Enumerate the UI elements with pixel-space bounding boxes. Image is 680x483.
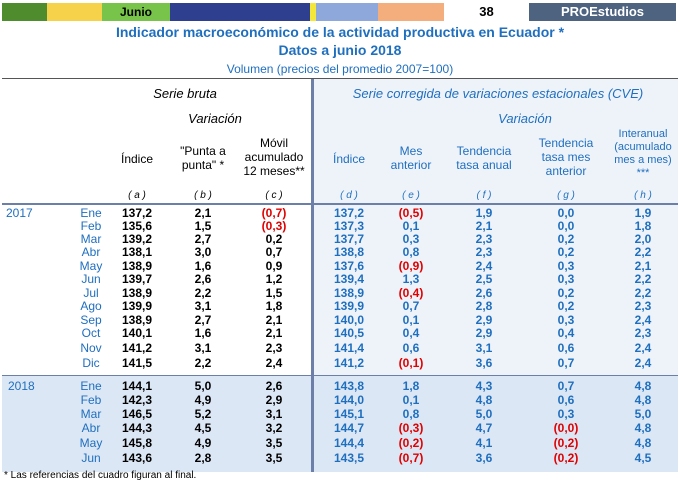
table-cell: 2,3 xyxy=(475,232,493,246)
table-cell: 0,1 xyxy=(402,393,420,407)
month-label: Mar xyxy=(80,407,102,421)
table-cell: 0,2 xyxy=(265,232,283,246)
month-label: Ene xyxy=(80,379,102,393)
table-cell: 4,8 xyxy=(634,379,652,393)
header-stripe-navy xyxy=(170,3,310,21)
table-cell: 0,3 xyxy=(557,259,575,273)
table-cell: 0,3 xyxy=(402,232,420,246)
table-cell: 144,3 xyxy=(121,421,153,435)
table-cell: (0,1) xyxy=(398,356,424,370)
table-cell: (0,4) xyxy=(398,286,424,300)
title-line-3: Volumen (precios del promedio 2007=100) xyxy=(226,62,454,76)
table-cell: 1,6 xyxy=(194,259,212,273)
col-letter-e: ( e ) xyxy=(402,190,420,201)
table-cell: 2,9 xyxy=(265,393,283,407)
col-label-g: Tendencia tasa mes anterior xyxy=(538,136,594,178)
table-cell: (0,7) xyxy=(261,206,287,220)
table-cell: 4,8 xyxy=(634,436,652,450)
header-stripe-yellow xyxy=(47,3,102,21)
table-cell: 139,9 xyxy=(121,299,153,313)
table-cell: 0,4 xyxy=(557,326,575,340)
month-label: Dic xyxy=(82,356,100,370)
table-cell: 0,9 xyxy=(265,259,283,273)
table-cell: 2,7 xyxy=(194,232,212,246)
table-cell: 4,8 xyxy=(634,393,652,407)
table-cell: 1,6 xyxy=(194,326,212,340)
table-cell: 2,2 xyxy=(194,356,212,370)
month-label: Mar xyxy=(80,232,102,246)
table-cell: 2,1 xyxy=(194,206,212,220)
table-cell: 2,3 xyxy=(265,341,283,355)
table-cell: 0,3 xyxy=(557,407,575,421)
month-label: Sep xyxy=(80,313,102,327)
table-cell: 2,4 xyxy=(265,356,283,370)
month-label: Jun xyxy=(81,272,101,286)
header-bottom-rule xyxy=(2,203,678,205)
table-cell: (0,2) xyxy=(553,451,579,465)
table-cell: 1,8 xyxy=(265,299,283,313)
table-cell: 2,6 xyxy=(475,286,493,300)
table-cell: 0,6 xyxy=(402,341,420,355)
table-cell: 143,6 xyxy=(121,451,153,465)
table-cell: 2,3 xyxy=(475,245,493,259)
table-cell: 5,0 xyxy=(475,407,493,421)
table-cell: 137,2 xyxy=(333,206,365,220)
table-cell: 0,6 xyxy=(557,341,575,355)
table-cell: 4,7 xyxy=(475,421,493,435)
table-cell: 140,5 xyxy=(333,326,365,340)
month-label: May xyxy=(79,259,103,273)
table-cell: 0,2 xyxy=(557,286,575,300)
table-cell: 2,4 xyxy=(634,313,652,327)
table-cell: 139,4 xyxy=(333,272,365,286)
table-cell: 1,8 xyxy=(634,219,652,233)
title-line-1: Indicador macroeconómico de la actividad productiva en Ecuador * xyxy=(115,24,565,40)
table-cell: 0,7 xyxy=(265,245,283,259)
table-cell: 2,1 xyxy=(265,326,283,340)
col-letter-h: ( h ) xyxy=(634,190,652,201)
table-cell: 3,5 xyxy=(265,436,283,450)
month-label: Jul xyxy=(83,286,99,300)
table-cell: 4,1 xyxy=(475,436,493,450)
month-label: Jun xyxy=(81,451,101,465)
col-letter-g: ( g ) xyxy=(557,190,575,201)
table-cell: 0,8 xyxy=(402,407,420,421)
table-cell: 143,5 xyxy=(333,451,365,465)
table-cell: 140,1 xyxy=(121,326,153,340)
table-cell: 0,2 xyxy=(557,232,575,246)
table-cell: 1,8 xyxy=(402,379,420,393)
table-cell: 141,5 xyxy=(121,356,153,370)
table-cell: (0,9) xyxy=(398,259,424,273)
month-label: Ago xyxy=(80,299,102,313)
table-cell: 3,2 xyxy=(265,421,283,435)
table-cell: 141,4 xyxy=(333,341,365,355)
col-letter-d: ( d ) xyxy=(340,190,358,201)
table-cell: 2,8 xyxy=(194,451,212,465)
header-stripe-lavender xyxy=(316,3,378,21)
table-cell: 2,0 xyxy=(634,232,652,246)
table-cell: 0,7 xyxy=(557,356,575,370)
table-cell: 3,6 xyxy=(475,451,493,465)
table-cell: 4,8 xyxy=(475,393,493,407)
table-cell: 2,6 xyxy=(265,379,283,393)
table-cell: 2,6 xyxy=(194,272,212,286)
table-cell: 0,7 xyxy=(402,299,420,313)
year-separator-rule xyxy=(2,375,678,376)
table-cell: 2,1 xyxy=(265,313,283,327)
table-cell: (0,2) xyxy=(398,436,424,450)
header-stripe-peach xyxy=(378,3,444,21)
title-line-2: Datos a junio 2018 xyxy=(278,42,402,58)
month-label: Feb xyxy=(80,393,102,407)
table-cell: 138,9 xyxy=(333,286,365,300)
table-cell: 137,3 xyxy=(333,219,365,233)
col-label-f: Tendencia tasa anual xyxy=(456,144,512,172)
table-cell: 138,9 xyxy=(121,313,153,327)
table-cell: 2,4 xyxy=(634,356,652,370)
table-cell: 0,1 xyxy=(402,219,420,233)
month-label: May xyxy=(79,436,103,450)
table-cell: (0,3) xyxy=(398,421,424,435)
table-cell: 2,3 xyxy=(634,299,652,313)
footnote: * Las referencias del cuadro figuran al final. xyxy=(4,470,197,481)
table-cell: 0,0 xyxy=(557,219,575,233)
table-cell: 2,4 xyxy=(475,259,493,273)
table-cell: 3,1 xyxy=(194,299,212,313)
table-cell: 1,9 xyxy=(634,206,652,220)
page-number: 38 xyxy=(479,4,494,19)
table-cell: 0,2 xyxy=(557,245,575,259)
table-cell: 0,8 xyxy=(402,245,420,259)
table-cell: 0,2 xyxy=(557,299,575,313)
col-label-d: Índice xyxy=(332,152,366,166)
table-cell: 0,1 xyxy=(402,313,420,327)
header-stripe-green xyxy=(2,3,47,21)
table-cell: 1,2 xyxy=(265,272,283,286)
header-source-badge: PROEstudios xyxy=(529,3,676,21)
table-cell: 2,4 xyxy=(634,341,652,355)
table-cell: (0,5) xyxy=(398,206,424,220)
col-label-b: "Punta a punta" * xyxy=(180,144,226,172)
col-letter-a: ( a ) xyxy=(128,190,146,201)
table-cell: 3,1 xyxy=(194,341,212,355)
table-cell: 0,3 xyxy=(557,272,575,286)
table-cell: (0,3) xyxy=(261,219,287,233)
table-cell: 4,9 xyxy=(194,436,212,450)
month-label: Feb xyxy=(80,219,102,233)
table-cell: 139,9 xyxy=(333,299,365,313)
table-cell: 4,5 xyxy=(634,451,652,465)
table-cell: 2,8 xyxy=(475,299,493,313)
table-cell: 2,2 xyxy=(634,286,652,300)
table-cell: 145,8 xyxy=(121,436,153,450)
col-label-h: Interanual (acumulado mes a mes) *** xyxy=(614,128,672,179)
table-cell: 0,6 xyxy=(557,393,575,407)
table-cell: (0,2) xyxy=(553,436,579,450)
table-cell: 144,0 xyxy=(333,393,365,407)
table-cell: 137,7 xyxy=(333,232,365,246)
table-cell: 142,3 xyxy=(121,393,153,407)
table-cell: 138,9 xyxy=(121,259,153,273)
table-cell: 2,2 xyxy=(634,272,652,286)
month-label: Abr xyxy=(81,245,101,259)
table-cell: 0,3 xyxy=(557,313,575,327)
header-month-tab: Junio xyxy=(102,3,170,21)
table-cell: 2,7 xyxy=(194,313,212,327)
table-cell: 144,4 xyxy=(333,436,365,450)
col-label-c: Móvil acumulado 12 meses** xyxy=(243,136,305,178)
month-label: Ene xyxy=(80,206,102,220)
table-cell: 141,2 xyxy=(121,341,153,355)
raw-adjusted-divider xyxy=(311,79,314,472)
table-cell: 2,1 xyxy=(634,259,652,273)
table-cell: 5,0 xyxy=(634,407,652,421)
table-cell: 141,2 xyxy=(333,356,365,370)
table-cell: 4,5 xyxy=(194,421,212,435)
table-cell: 137,6 xyxy=(333,259,365,273)
table-cell: 5,2 xyxy=(194,407,212,421)
table-cell: 144,1 xyxy=(121,379,153,393)
table-cell: 2,2 xyxy=(194,286,212,300)
table-cell: 135,6 xyxy=(121,219,153,233)
adjusted-series-heading: Serie corregida de variaciones estacionales (CVE) xyxy=(352,86,644,101)
col-label-e: Mes anterior xyxy=(390,144,432,172)
month-label: Nov xyxy=(80,341,102,355)
table-cell: (0,0) xyxy=(553,421,579,435)
table-cell: 139,7 xyxy=(121,272,153,286)
table-cell: 1,3 xyxy=(402,272,420,286)
table-cell: 0,4 xyxy=(402,326,420,340)
table-cell: 137,2 xyxy=(121,206,153,220)
col-label-a: Índice xyxy=(120,152,154,166)
table-cell: (0,7) xyxy=(398,451,424,465)
table-cell: 0,7 xyxy=(557,379,575,393)
table-cell: 140,0 xyxy=(333,313,365,327)
table-cell: 2,9 xyxy=(475,313,493,327)
table-cell: 139,2 xyxy=(121,232,153,246)
table-cell: 1,9 xyxy=(475,206,493,220)
col-letter-c: ( c ) xyxy=(265,190,283,201)
year-label: 2017 xyxy=(6,206,33,220)
table-cell: 144,7 xyxy=(333,421,365,435)
table-cell: 2,5 xyxy=(475,272,493,286)
adjusted-variation-heading: Variación xyxy=(498,111,552,126)
table-cell: 145,1 xyxy=(333,407,365,421)
table-cell: 4,8 xyxy=(634,421,652,435)
table-cell: 138,8 xyxy=(333,245,365,259)
month-label: Oct xyxy=(81,326,101,340)
table-cell: 2,9 xyxy=(475,326,493,340)
table-cell: 4,9 xyxy=(194,393,212,407)
table-cell: 3,1 xyxy=(265,407,283,421)
table-cell: 0,0 xyxy=(557,206,575,220)
table-cell: 1,5 xyxy=(265,286,283,300)
table-cell: 3,5 xyxy=(265,451,283,465)
month-label: Abr xyxy=(81,421,101,435)
col-letter-b: ( b ) xyxy=(194,190,212,201)
table-cell: 2,1 xyxy=(475,219,493,233)
raw-series-heading: Serie bruta xyxy=(153,86,217,101)
table-cell: 3,6 xyxy=(475,356,493,370)
table-cell: 4,3 xyxy=(475,379,493,393)
table-cell: 146,5 xyxy=(121,407,153,421)
table-cell: 138,9 xyxy=(121,286,153,300)
table-cell: 3,0 xyxy=(194,245,212,259)
table-cell: 1,5 xyxy=(194,219,212,233)
col-letter-f: ( f ) xyxy=(476,190,492,201)
year-label: 2018 xyxy=(8,379,35,393)
table-cell: 138,1 xyxy=(121,245,153,259)
table-cell: 2,2 xyxy=(634,245,652,259)
raw-variation-heading: Variación xyxy=(188,111,242,126)
table-cell: 2,3 xyxy=(634,326,652,340)
table-cell: 5,0 xyxy=(194,379,212,393)
table-cell: 3,1 xyxy=(475,341,493,355)
table-cell: 143,8 xyxy=(333,379,365,393)
